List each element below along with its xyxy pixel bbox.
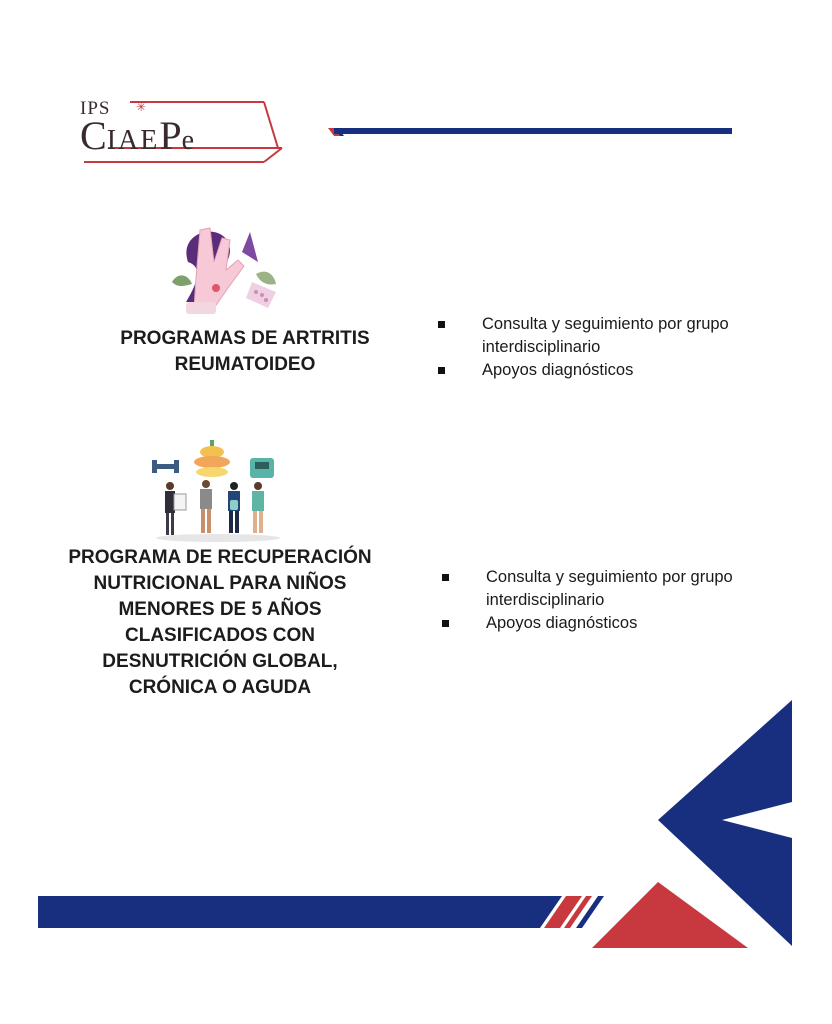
logo-letter-p: P	[159, 113, 182, 158]
program-title-line: PROGRAMA DE RECUPERACIÓN	[68, 547, 372, 568]
logo-wordmark	[80, 112, 196, 159]
svg-text:✳: ✳	[136, 100, 147, 114]
list-item-text: Apoyos diagnósticos	[482, 361, 634, 379]
program-title-arthritis	[60, 326, 430, 378]
list-item	[442, 566, 782, 612]
program-title-line: MENORES DE 5 AÑOS	[118, 599, 322, 620]
program-title-nutrition	[40, 545, 400, 701]
bullet-square-icon	[438, 321, 445, 328]
bullet-square-icon	[442, 574, 449, 581]
program-title-line: REUMATOIDEO	[174, 354, 316, 375]
logo-letter-e: e	[181, 125, 197, 156]
list-item-text: Consulta y seguimiento por grupo interdisciplinario	[482, 315, 729, 356]
logo-letter-c: C	[80, 113, 107, 158]
bullet-square-icon	[442, 620, 449, 627]
nutrition-people-illustration	[150, 438, 286, 542]
logo-ips-text: IPS	[80, 98, 111, 119]
ciaepe-logo	[78, 96, 288, 166]
list-item	[438, 359, 768, 382]
list-item	[438, 313, 768, 359]
footer-decoration	[0, 690, 832, 1024]
arthritis-hand-illustration	[158, 222, 282, 318]
program-title-line: CLASIFICADOS CON	[125, 625, 315, 646]
program-services-list	[438, 313, 768, 382]
list-item-text: Consulta y seguimiento por grupo interdisciplinario	[486, 568, 733, 609]
header-line	[334, 128, 732, 134]
program-services-list	[442, 566, 782, 635]
footer-bar	[38, 896, 562, 928]
bullet-square-icon	[438, 367, 445, 374]
program-title-line: CRÓNICA O AGUDA	[128, 677, 312, 698]
red-triangle	[592, 882, 748, 948]
program-title-line: NUTRICIONAL PARA NIÑOS	[93, 573, 347, 594]
logo-letters-iae: IAE	[106, 125, 160, 156]
list-item	[442, 612, 782, 635]
list-item-text: Apoyos diagnósticos	[486, 614, 638, 632]
program-title-line: DESNUTRICIÓN GLOBAL,	[102, 651, 338, 672]
program-title-line: PROGRAMAS DE ARTRITIS	[120, 328, 370, 349]
